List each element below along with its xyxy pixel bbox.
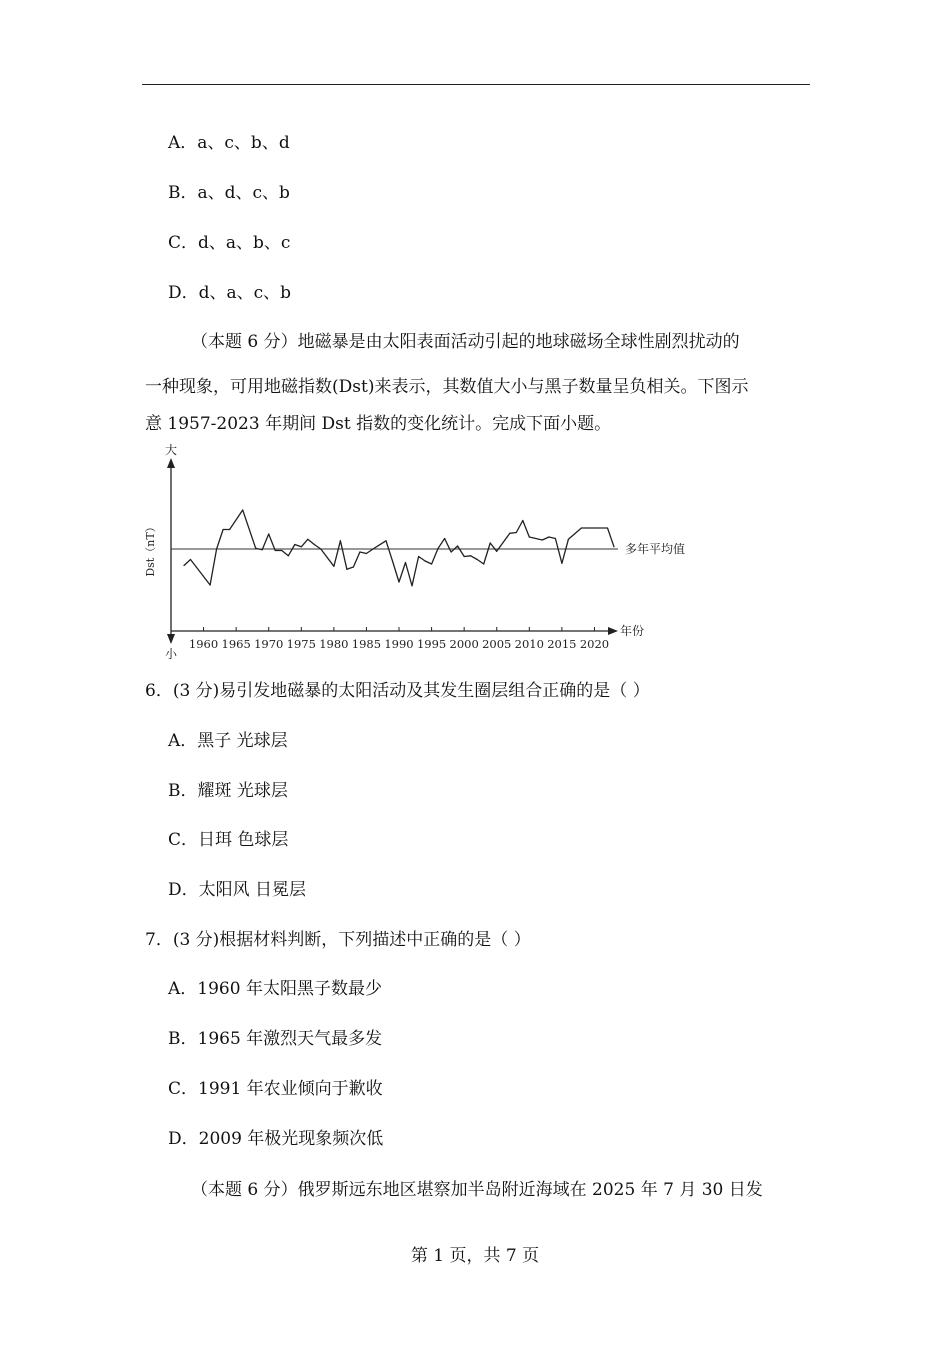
dst-data-point (216, 548, 217, 549)
x-tick-label: 1990 (384, 637, 414, 651)
dst-data-point (405, 562, 406, 563)
dst-data-point (262, 549, 263, 550)
dst-data-point (398, 581, 399, 582)
y-axis-label: Dst（nT） (144, 521, 157, 577)
x-tick-label: 2005 (482, 637, 512, 651)
dst-data-point (529, 536, 530, 537)
dst-data-point (548, 536, 549, 537)
dst-data-point (268, 533, 269, 534)
dst-data-point (294, 544, 295, 545)
x-tick-label: 2015 (547, 637, 577, 651)
x-tick-label: 1970 (254, 637, 284, 651)
x-tick-label: 1985 (351, 637, 382, 651)
dst-data-point (613, 546, 614, 547)
dst-data-point (320, 548, 321, 549)
page-number-footer: 第 1 页，共 7 页 (410, 1246, 540, 1266)
x-tick-label: 2020 (579, 637, 610, 651)
dst-data-point (411, 585, 412, 586)
dst-data-point (333, 566, 334, 567)
dst-data-point (385, 540, 386, 541)
q7-option-c: C．1991 年农业倾向于歉收 (168, 1079, 383, 1099)
x-tick-label: 2000 (449, 637, 479, 651)
x-axis-arrow-icon (608, 627, 618, 635)
dst-data-point (366, 553, 367, 554)
intro1-line3: 意 1957-2023 年期间 Dst 指数的变化统计。完成下面小题。 (145, 414, 612, 434)
dst-data-point (183, 565, 184, 566)
x-tick-label: 2010 (514, 637, 544, 651)
y-top-label: 大 (164, 443, 178, 457)
dst-data-point (477, 559, 478, 560)
dst-data-point (444, 538, 445, 539)
x-tick-label: 1980 (319, 637, 349, 651)
q5-option-c: C．d、a、b、c (168, 233, 291, 253)
dst-data-point (587, 527, 588, 528)
intro2-line1: （本题 6 分）俄罗斯远东地区堪察加半岛附近海域在 2025 年 7 月 30 日发 (191, 1180, 763, 1200)
dst-data-point (301, 546, 302, 547)
dst-data-point (561, 563, 562, 564)
dst-data-point (542, 539, 543, 540)
x-axis-label: 年份 (620, 624, 645, 638)
dst-data-point (190, 559, 191, 560)
x-tick-label: 1960 (188, 637, 219, 651)
dst-data-point (223, 529, 224, 530)
q5-option-d: D．d、a、c、b (168, 283, 292, 303)
dst-data-point (353, 566, 354, 567)
mean-label: 多年平均值 (625, 542, 686, 556)
dst-data-point (275, 550, 276, 551)
dst-data-point (607, 527, 608, 528)
q6-option-b: B．耀斑 光球层 (168, 781, 288, 801)
dst-data-point (210, 584, 211, 585)
q6-option-a: A．黑子 光球层 (168, 731, 288, 751)
q6-option-d: D．太阳风 日冕层 (168, 880, 307, 900)
dst-data-point (516, 532, 517, 533)
dst-data-point (438, 548, 439, 549)
dst-data-point (418, 556, 419, 557)
dst-data-point (490, 542, 491, 543)
dst-data-point (242, 509, 243, 510)
q5-option-b: B．a、d、c、b (168, 183, 290, 203)
y-axis-arrow-up-icon (167, 458, 175, 468)
header-rule (142, 84, 810, 85)
x-tick-label: 1975 (286, 637, 316, 651)
q7-option-b: B．1965 年激烈天气最多发 (168, 1029, 383, 1049)
dst-data-point (464, 556, 465, 557)
q7-option-a: A．1960 年太阳黑子数最少 (168, 979, 382, 999)
dst-data-point (255, 548, 256, 549)
dst-data-point (392, 560, 393, 561)
dst-data-point (568, 539, 569, 540)
q6-option-c: C．日珥 色球层 (168, 830, 289, 850)
intro1-line2: 一种现象，可用地磁指数(Dst)来表示，其数值大小与黑子数量呈负相关。下图示 (145, 377, 749, 397)
dst-data-point (470, 555, 471, 556)
dst-data-point (359, 551, 360, 552)
dst-line-chart (140, 438, 700, 660)
dst-data-point (457, 545, 458, 546)
dst-data-point (581, 527, 582, 528)
x-tick-label: 1965 (221, 637, 251, 651)
q6-stem: 6．(3 分)易引发地磁暴的太阳活动及其发生圈层组合正确的是（ ） (145, 681, 650, 701)
dst-data-point (372, 548, 373, 549)
dst-data-point (340, 540, 341, 541)
q7-option-d: D．2009 年极光现象频次低 (168, 1129, 384, 1149)
dst-series-line (184, 510, 614, 586)
dst-data-point (594, 527, 595, 528)
q7-stem: 7．(3 分)根据材料判断，下列描述中正确的是（ ） (145, 930, 531, 950)
dst-data-point (229, 529, 230, 530)
dst-data-point (483, 563, 484, 564)
dst-data-point (281, 550, 282, 551)
y-bottom-label: 小 (164, 647, 178, 660)
dst-data-point (314, 544, 315, 545)
q5-option-a: A．a、c、b、d (168, 133, 290, 153)
dst-data-point (509, 533, 510, 534)
y-axis-arrow-down-icon (167, 634, 175, 644)
dst-data-point (431, 563, 432, 564)
dst-data-point (496, 551, 497, 552)
dst-data-point (346, 569, 347, 570)
dst-data-point (451, 551, 452, 552)
intro1-line1: （本题 6 分）地磁暴是由太阳表面活动引起的地球磁场全球性剧烈扰动的 (191, 332, 740, 352)
dst-data-point (288, 555, 289, 556)
dst-data-point (425, 560, 426, 561)
dst-data-point (307, 539, 308, 540)
x-tick-label: 1995 (416, 637, 447, 651)
dst-data-point (555, 538, 556, 539)
dst-data-point (522, 520, 523, 521)
